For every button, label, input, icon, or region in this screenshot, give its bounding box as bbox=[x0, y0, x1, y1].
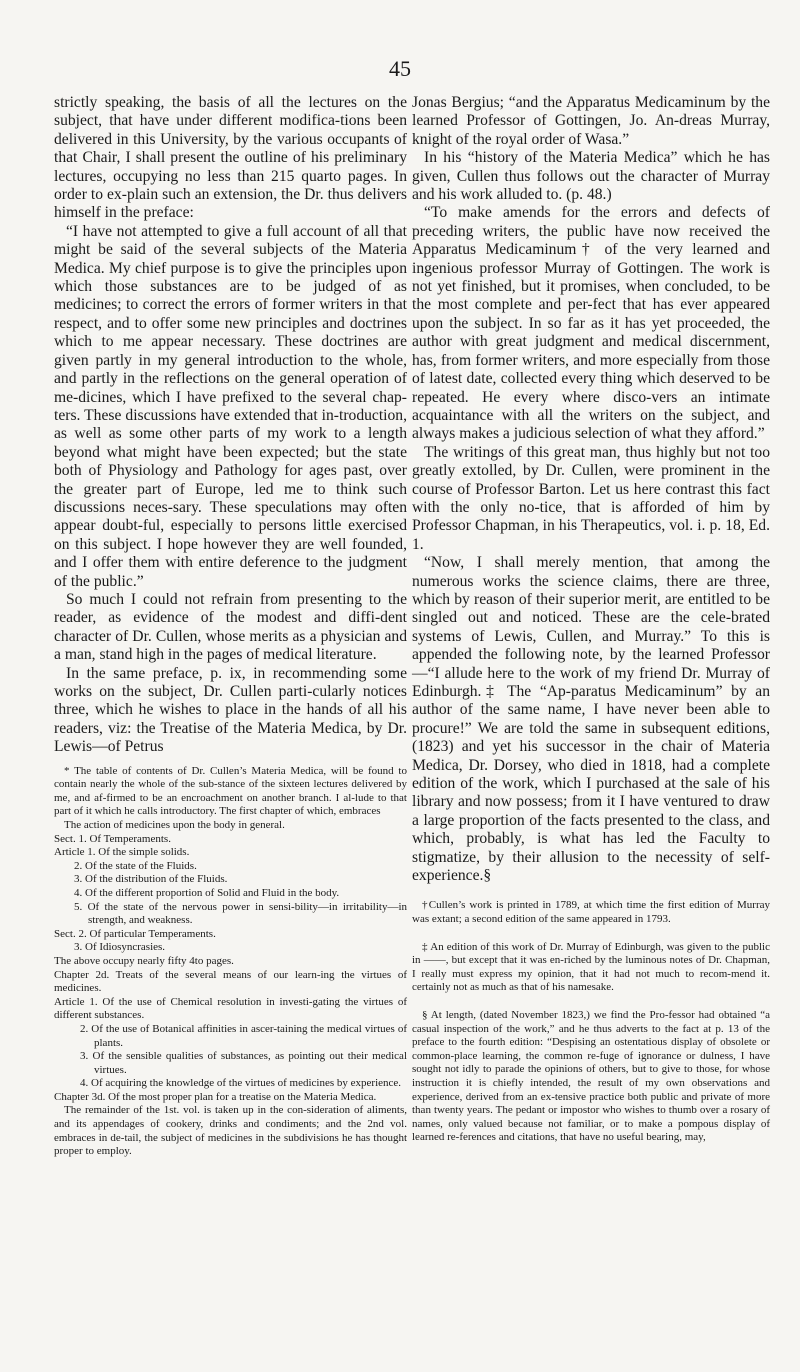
toc-line: 3. Of the sensible qualities of substances, as pointing out their medical virtues. bbox=[80, 1050, 407, 1076]
left-column bbox=[54, 94, 407, 1159]
toc-line: 3. Of the distribution of the Fluids. bbox=[74, 873, 228, 886]
footnote-section: § At length, (dated November 1823,) we find the Pro-fessor had obtained “a casual inspection of the work,” and he thus adverts to the fact at p. 13 of the preface to the fourth edition: “Despising an ostentatious display of obsolete or common-place learning, the common re-fuge of ignorance or dulness, I have sought not idly to parade the opinions of others, but to give to those, for whose instruction it is chiefly intended, the result of my own observations and experience, derived from an ex-tensive practice both public and private of more than twenty years. The pedant or impostor who wishes to thumb over a rosary of names, only valued because not familiar, or to make a pompous display of learned re-ferences and citations, that have no useful bearing, may, bbox=[412, 1009, 770, 1144]
right-column bbox=[412, 94, 770, 1145]
footnote-end: The remainder of the 1st. vol. is taken up in the con-sideration of aliments, and its appendages of cookery, drinks and condiments; and the 2nd vol. embraces in de-tail, the subject of medicines in the subdivisions he has thought proper to employ. bbox=[54, 1104, 407, 1158]
toc-line: The above occupy nearly fifty 4to pages. bbox=[54, 954, 234, 967]
left-footnote bbox=[54, 765, 407, 1159]
toc-line: Chapter 2d. Treats of the several means of our learn-ing the virtues of medicines. bbox=[54, 968, 407, 995]
right-paragraph-4: The writings of this great man, thus highly but not too greatly extolled, by Dr. Cullen, were prominent in the course of Professor Barton. Let us here contrast this fact with the only no-tice, that is afforded of him by Professor Chapman, in his Therapeutics, vol. i. p. 18, Ed. 1. bbox=[412, 443, 770, 553]
left-paragraph-3: So much I could not refrain from presenting to the reader, as evidence of the modest and diffi-dent character of Dr. Cullen, whose merits as a physician and a man, stand high in the pages of medical literature. bbox=[54, 590, 407, 664]
toc-line: 4. Of acquiring the knowledge of the virtues of medicines by experience. bbox=[80, 1077, 402, 1090]
toc-line: Article 1. Of the use of Chemical resolution in investi-gating the virtues of different substances. bbox=[54, 995, 407, 1022]
footnote-intro: * The table of contents of Dr. Cullen’s Materia Medica, will be found to contain nearly the whole of the sub-stance of the sixteen lectures delivered by me, and af-firmed to be an encroachment on another branch. I al-lude to that part of it which he calls introductory. The first chapter of which, embraces bbox=[54, 764, 407, 818]
right-paragraph-1: Jonas Bergius; “and the Apparatus Medicaminum by the learned Professor of Gottingen, Jo. An-dreas Murray, knight of the royal order of Wasa.” bbox=[412, 94, 770, 148]
left-paragraph-2-quote: “I have not attempted to give a full account of all that might be said of the several subjects of the Materia Medica. My chief purpose is to give the principles upon which those substances are to be judged of as medicines; to correct the errors of former writers in that respect, and to offer some new principles and doctrines which to me appear necessary. These doctrines are given partly in my general introduction to the whole, and partly in the reflections on the general operation of me-dicines, which I have prefixed to the several chap-ters. These discussions have extended that in-troduction, as well as some other parts of my work to a length beyond what might have been expected; but the state both of Physiology and Pathology for ages past, over the greater part of Europe, led me to think such discussions neces-sary. These speculations may often appear doubt-ful, especially to persons little exercised on this subject. I hope however they are well founded, and I offer them with entire deference to the judgment of the public.” bbox=[54, 222, 407, 590]
footnote-dagger: †Cullen’s work is printed in 1789, at which time the first edition of Murray was extant; a second edition of the same appeared in 1793. bbox=[412, 899, 770, 926]
toc-line: 3. Of Idiosyncrasies. bbox=[74, 941, 166, 954]
toc-line: 4. Of the different proportion of Solid and Fluid in the body. bbox=[74, 886, 340, 899]
left-paragraph-4: In the same preface, p. ix, in recommending some works on the subject, Dr. Cullen parti-cularly notices three, which he wishes to place in the hands of all his readers, viz: the Treatise of the Materia Medica, by Dr. Lewis—of Petrus bbox=[54, 664, 407, 756]
right-body bbox=[412, 94, 770, 885]
toc-line: Chapter 3d. Of the most proper plan for a treatise on the Materia Medica. bbox=[54, 1090, 377, 1103]
toc-line: Sect. 1. Of Temperaments. bbox=[54, 832, 171, 845]
left-paragraph-1: strictly speaking, the basis of all the lectures on the subject, that have under different modifica-tions been delivered in this University, by the various occupants of that Chair, I shall present the outline of his preliminary lectures, occupying no less than 215 quarto pages. In order to ex-plain such an extension, the Dr. thus delivers himself in the preface: bbox=[54, 94, 407, 222]
toc-line: 2. Of the state of the Fluids. bbox=[74, 859, 197, 872]
toc-line: The action of medicines upon the body in general. bbox=[64, 819, 285, 831]
toc-line: Article 1. Of the simple solids. bbox=[54, 846, 190, 859]
toc-line: Sect. 2. Of particular Temperaments. bbox=[54, 927, 216, 940]
footnote-double-dagger: ‡ An edition of this work of Dr. Murray of Edinburgh, was given to the public in ——, but except that it was en-riched by the luminous notes of Dr. Chapman, I really must express my opinion, that it had not much to recom-mend it. certainly not as much as that of his namesake. bbox=[412, 940, 770, 994]
right-paragraph-2: In his “history of the Materia Medica” which he has given, Cullen thus follows out the character of Murray and his work alluded to. (p. 48.) bbox=[412, 149, 770, 204]
toc-line: 5. Of the state of the nervous power in sensi-bility—in irritability—in strength, and weakness. bbox=[74, 900, 407, 927]
left-body bbox=[54, 94, 407, 757]
right-paragraph-5: “Now, I shall merely mention, that among the numerous works the science claims, there are three, which by reason of their superior merit, are entitled to be singled out and noticed. These are the cele-brated systems of Lewis, Cullen, and Murray.” To this is appended the following note, by the learned Professor—“I allude here to the work of my friend Dr. Murray of Edinburgh.‡ The “Ap-paratus Medicaminum” by an author of the same name, I have never been able to procure!” We are told the same in subsequent editions, (1823) and yet his successor in the chair of Materia Medica, Dr. Dorsey, who died in 1818, had a complete edition of the work, which I purchased at the sale of his library and now possess; from it I have ventured to draw a large proportion of the facts presented to the class, and which, probably, is what has led the Faculty to stigmatize, by their allusion to the necessity of self-experience.§ bbox=[412, 554, 770, 885]
page-number: 45 bbox=[389, 56, 411, 81]
right-paragraph-3-quote: “To make amends for the errors and defects of preceding writers, the public have now received the Apparatus Medicaminum† of the very learned and ingenious professor Murray of Gottingen. The work is not yet finished, but it promises, when concluded, to be the most complete and per-fect that has ever appeared upon the subject. In so far as it has yet proceeded, the author with great judgment and medical discernment, has, from former writers, and more especially from those of latest date, collected every thing which deserved to be repeated. He every where disco-vers an intimate acquaintance with all the writers on the subject, and always makes a judicious selection of what they afford.” bbox=[412, 204, 770, 443]
toc-line: 2. Of the use of Botanical affinities in ascer-taining the medical virtues of plants. bbox=[80, 1022, 407, 1049]
right-footnotes bbox=[412, 899, 770, 1145]
